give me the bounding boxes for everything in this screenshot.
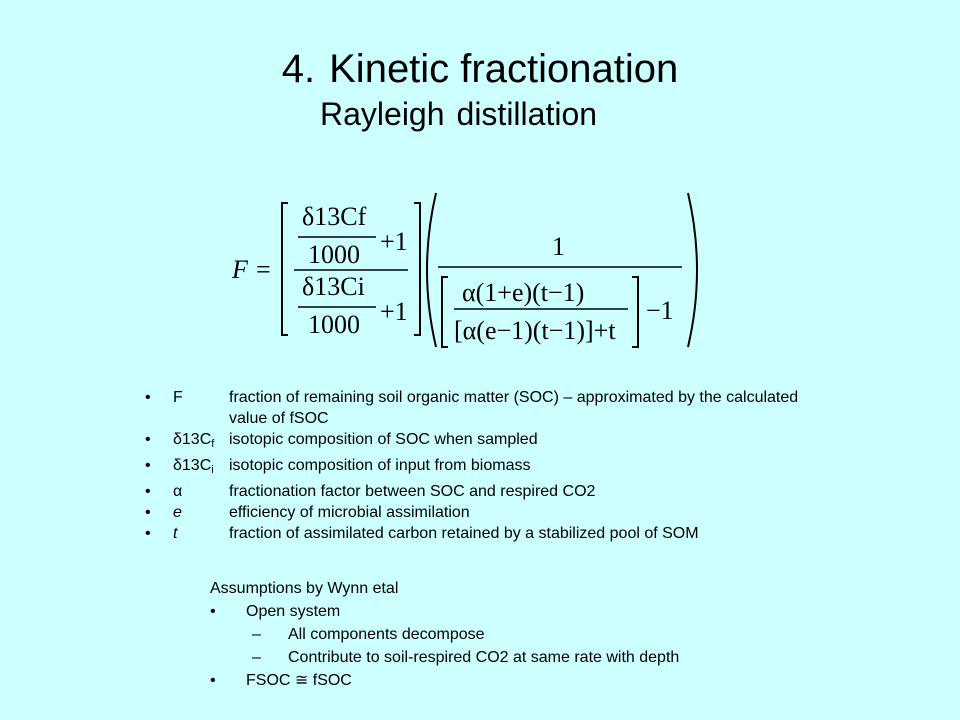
definition-item — [145, 455, 825, 481]
assumption-subitem — [210, 646, 679, 669]
bullet: • — [210, 672, 216, 689]
formula-inner-num: α(1+e)(t−1) — [462, 278, 585, 307]
assumption-text: Open system — [246, 603, 341, 620]
bullet: • — [145, 525, 151, 542]
formula-den-top: δ13Ci — [302, 272, 365, 301]
definition-symbol: $\delta 13C_f$ — [173, 431, 215, 450]
subtitle-word-1: Rayleigh — [320, 96, 445, 132]
definition-item — [145, 387, 825, 429]
definition-text: fraction of assimilated carbon retained by a stabilized pool of SOM — [229, 525, 699, 542]
dash: – — [252, 649, 261, 666]
definition-item — [145, 502, 825, 523]
formula-one: 1 — [552, 232, 565, 261]
bullet: • — [145, 389, 151, 406]
definition-item — [145, 481, 825, 502]
bullet: • — [145, 431, 151, 448]
definition-symbol: α — [173, 483, 183, 500]
formula-thousand-top: 1000 — [308, 240, 360, 269]
assumption-item — [210, 669, 679, 692]
assumptions-block — [210, 577, 679, 692]
definition-symbol: t — [173, 525, 178, 542]
bullet: • — [145, 483, 151, 500]
assumption-subtext: Contribute to soil-respired CO2 at same rate with depth — [288, 649, 680, 666]
bullet: • — [145, 504, 151, 521]
assumptions-heading: Assumptions by Wynn etal — [210, 580, 399, 597]
formula-inner-den: [α(e−1)(t−1)]+t — [454, 316, 616, 345]
slide-title — [0, 46, 960, 92]
formula-lhs: F = — [232, 255, 272, 284]
left-bracket-open — [282, 203, 288, 335]
definition-text: efficiency of microbial assimilation — [229, 504, 470, 521]
definition-text: fraction of remaining soil organic matter (SOC) – approximated by the calculated value of fSOC — [229, 389, 799, 427]
title-text: Kinetic fractionation — [329, 47, 679, 91]
formula-num-top: δ13Cf — [302, 202, 367, 231]
subtitle-word-2: distillation — [456, 96, 598, 132]
formula-thousand-bottom: 1000 — [308, 310, 360, 339]
formula-plus-one-bottom: +1 — [380, 297, 408, 326]
bullet: • — [145, 457, 151, 474]
definition-item — [145, 429, 825, 455]
assumption-subitem — [210, 623, 679, 646]
rayleigh-formula — [230, 185, 710, 355]
title-number: 4. — [281, 47, 316, 91]
definition-symbol: e — [173, 504, 182, 521]
definition-symbol: F — [173, 389, 183, 406]
definition-symbol: $\delta 13C_i$ — [173, 457, 214, 476]
right-paren-open — [427, 193, 436, 347]
definition-text: isotopic composition of SOC when sampled — [229, 431, 538, 448]
slide-subtitle — [320, 94, 597, 134]
assumption-subtext: All components decompose — [288, 626, 485, 643]
assumption-item — [210, 600, 679, 623]
formula-minus-one: −1 — [646, 296, 674, 325]
definition-list — [145, 387, 825, 544]
dash: – — [252, 626, 261, 643]
right-paren-close — [688, 193, 697, 347]
assumption-text: FSOC ≅ fSOC — [246, 672, 352, 689]
bullet: • — [210, 603, 216, 620]
formula-plus-one-top: +1 — [380, 227, 408, 256]
left-bracket-close — [414, 203, 420, 335]
definition-item — [145, 523, 825, 544]
definition-text: isotopic composition of input from biomass — [229, 457, 531, 474]
definition-text: fractionation factor between SOC and respired CO2 — [229, 483, 596, 500]
